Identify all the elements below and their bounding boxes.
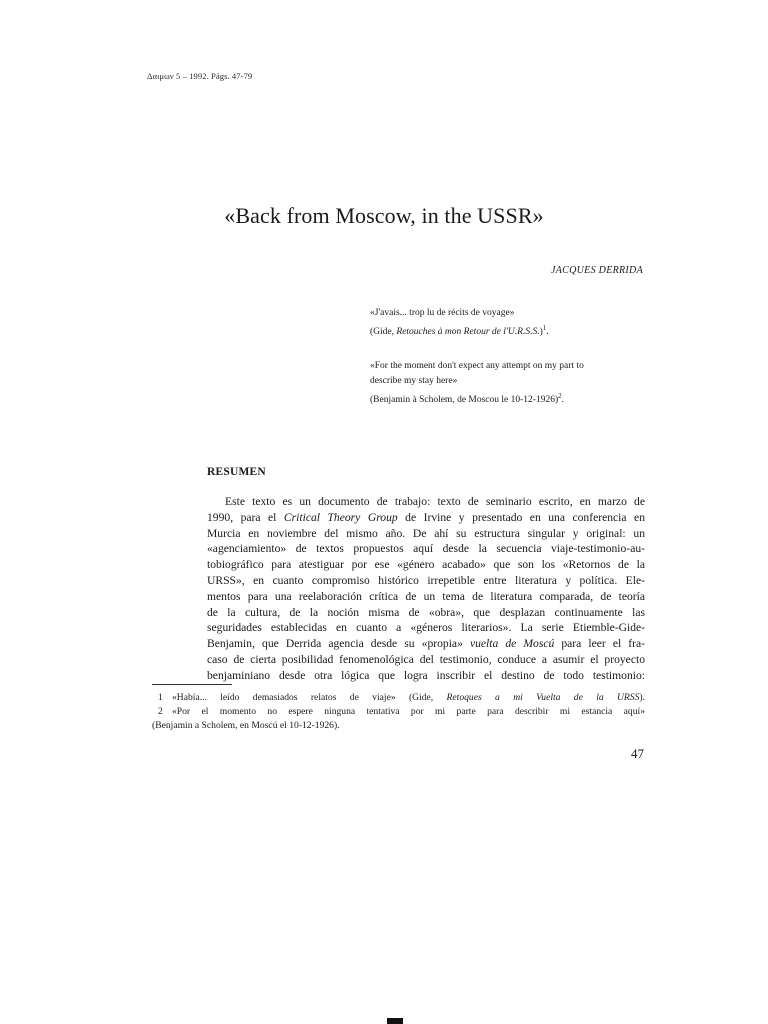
epigraph-benjamin [370, 359, 646, 408]
abstract-line: mentos para una reelaboración crítica de un tema de literatura comparada, de teoría [207, 589, 645, 603]
abstract-line: Murcia en noviembre del mismo año. De ahí su estructura singular y original: un [207, 526, 645, 540]
footnote-divider [152, 684, 232, 685]
abstract-body [207, 494, 645, 684]
abstract-line: URSS», en cuanto compromiso histórico irrepetible entre literatura y política. Ele- [207, 573, 645, 587]
scan-artifact [387, 1018, 403, 1024]
abstract-line: 1990, para el Critical Theory Group de Irvine y presentado en una conferencia en [207, 510, 645, 524]
abstract-line: Este texto es un documento de trabajo: texto de seminario escrito, en marzo de [225, 495, 645, 508]
article-title: «Back from Moscow, in the USSR» [224, 203, 544, 228]
abstract-line: caso de cierta posibilidad fenomenológica del testimonio, conduce a asumir el proyecto [207, 652, 645, 666]
footnote-2: 2 «Por el momento no espere ninguna tentativa por mi parte para describir mi estancia aquí» [158, 706, 645, 717]
abstract-heading: RESUMEN [207, 466, 266, 478]
footnote-1: 1 «Había... leído demasiados relatos de viaje» (Gide, Retoques a mi Vuelta de la URSS). [158, 692, 645, 703]
running-head: Δαιμων 5 – 1992. Págs. 47-79 [147, 71, 253, 81]
epigraph-quote: «J'avais... trop lu de récits de voyage» [370, 308, 515, 318]
epigraph-quote-line: describe my stay here» [370, 376, 458, 386]
footnote-ref-2: 2 [558, 392, 562, 400]
footnotes [152, 691, 645, 733]
footnote-continuation: (Benjamin a Scholem, en Moscú el 10-12-1926). [152, 720, 340, 731]
page-number: 47 [631, 746, 644, 761]
epigraph-attribution: (Benjamin à Scholem, de Moscou le 10-12-1926)$^2$. [370, 392, 564, 406]
author-name: JACQUES DERRIDA [551, 265, 643, 276]
abstract-line: benjaminiano desde otra lógica que logra inscribir el destino de todo testimonio: [207, 668, 645, 682]
epigraph-quote-line: «For the moment don't expect any attempt on my part to [370, 361, 584, 371]
abstract-line: de la cultura, de la noción misma de «obra», que desplazan continuamente las [207, 605, 645, 619]
epigraph-gide [370, 306, 646, 340]
abstract-line: Benjamin, que Derrida agencia desde su «propia» vuelta de Moscú para leer el fra- [207, 637, 645, 651]
abstract-line: «agenciamiento» de textos propuestos aquí desde la secuencia viaje-testimonio-au- [207, 542, 645, 556]
epigraph-source-title: Retouches à mon Retour de l'U.R.S.S. [396, 327, 540, 338]
epigraph-attribution: (Gide, Retouches à mon Retour de l'U.R.S.S.)$^1$. [370, 324, 549, 338]
footnote-ref-1: 1 [542, 324, 547, 332]
abstract-line: seguridades establecidas en cuanto a «géneros literarios». La serie Etiemble-Gide- [207, 621, 645, 635]
abstract-line: tobiográfico para atestiguar por ese «género acabado» que son los «Retornos de la [207, 558, 645, 572]
